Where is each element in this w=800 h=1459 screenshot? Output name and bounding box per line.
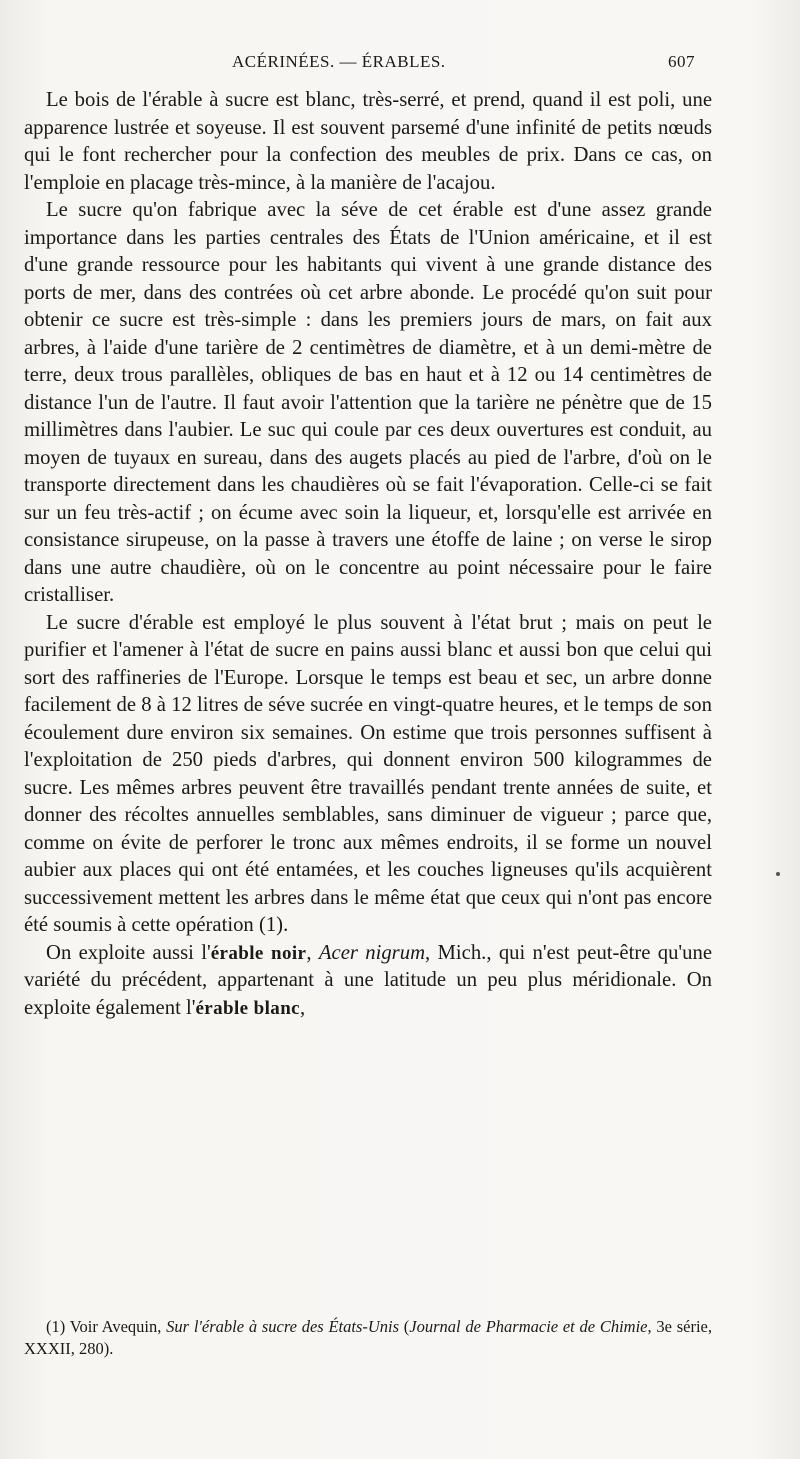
page-number: 607 — [668, 52, 695, 71]
footnote-journal-title: Journal de Pharmacie et de Chimie — [409, 1317, 648, 1336]
scan-speck — [776, 872, 780, 876]
species-name-erable-noir: érable noir — [210, 942, 307, 964]
running-head-title: ACÉRINÉES. — ÉRABLES. — [232, 52, 446, 71]
species-name-erable-blanc: érable blanc — [195, 997, 301, 1019]
main-text — [24, 87, 712, 1022]
latin-name-acer-nigrum: Acer nigrum — [318, 941, 426, 964]
running-head — [0, 46, 800, 76]
paragraph-4-text-cont: , Mich., qui n'est peut-être qu'une variété du précédent, appartenant à une latitude un peu plus méridionale. On exploite également l' — [24, 941, 713, 1019]
footnote-ref: (1) Voir Avequin, — [46, 1317, 167, 1336]
paragraph-3: Le sucre d'érable est employé le plus souvent à l'état brut ; mais on peut le purifier et l'amener à l'état de sucre en pains aussi blanc et aussi bon que celui qui sort des raffineries de l'Europe. Lorsque le temps est beau et sec, un arbre donne facilement de 8 à 12 litres de séve sucrée en vingt-quatre heures, et le temps de son écoulement dure environ six semaines. On estime que trois personnes suffisent à l'exploitation de 250 pieds d'arbres, qui donnent environ 500 kilogrammes de sucre. Les mêmes arbres peuvent être travaillés pendant trente années de suite, et donner des récoltes annuelles semblables, sans diminuer de vigueur ; parce que, comme on évite de perforer le tronc aux mêmes endroits, il se forme un nouvel aubier aux places qui ont été entamées, et les couches ligneuses qu'ils acquièrent successivement mettent les arbres dans le même état que ceux qui n'ont pas encore été soumis à cette opération (1). — [24, 611, 712, 936]
paragraph-4 — [24, 940, 712, 1023]
paragraph-4-sep: , — [306, 941, 319, 964]
paragraph-4-end: , — [300, 996, 306, 1019]
footnote-citation: , 3e série, XXXII, 280). — [24, 1317, 712, 1358]
footnote-sep: ( — [399, 1317, 410, 1336]
paragraph-4-text: On exploite aussi l' — [46, 941, 211, 964]
paragraph-1: Le bois de l'érable à sucre est blanc, très-serré, et prend, quand il est poli, une apparence lustrée et soyeuse. Il est souvent parsemé d'une infinité de petits nœuds qui le font rechercher pour la confection des meubles de prix. Dans ce cas, on l'emploie en placage très-mince, à la manière de l'acajou. — [24, 89, 712, 194]
paragraph-2: Le sucre qu'on fabrique avec la séve de cet érable est d'une assez grande importance dans les parties centrales des États de l'Union américaine, et il est d'une grande ressource pour les habitants qui vivent à une grande distance des ports de mer, dans des contrées où cet arbre abonde. Le procédé qu'on suit pour obtenir ce sucre est très-simple : dans les premiers jours de mars, on fait aux arbres, à l'aide d'une tarière de 2 centimètres de diamètre, et à un demi-mètre de terre, deux trous parallèles, obliques de bas en haut et à 12 ou 14 centimètres de distance l'un de l'autre. Il faut avoir l'attention que la tarière ne pénètre que de 15 millimètres dans l'aubier. Le suc qui coule par ces deux ouvertures est conduit, au moyen de tuyaux en sureau, dans des augets placés au pied de l'arbre, d'où on le transporte directement dans les chaudières où se fait l'évaporation. Celle-ci se fait sur un feu très-actif ; on écume avec soin la liqueur, et, lorsqu'elle est arrivée en consistance sirupeuse, on la passe à travers une étoffe de laine ; on verse le sirop dans une autre chaudière, où on le concentre au point nécessaire pour le faire cristalliser. — [24, 199, 712, 606]
footnote-article-title: Sur l'érable à sucre des États-Unis — [166, 1317, 400, 1336]
footnote — [24, 1316, 712, 1360]
footnote-1 — [24, 1316, 712, 1360]
